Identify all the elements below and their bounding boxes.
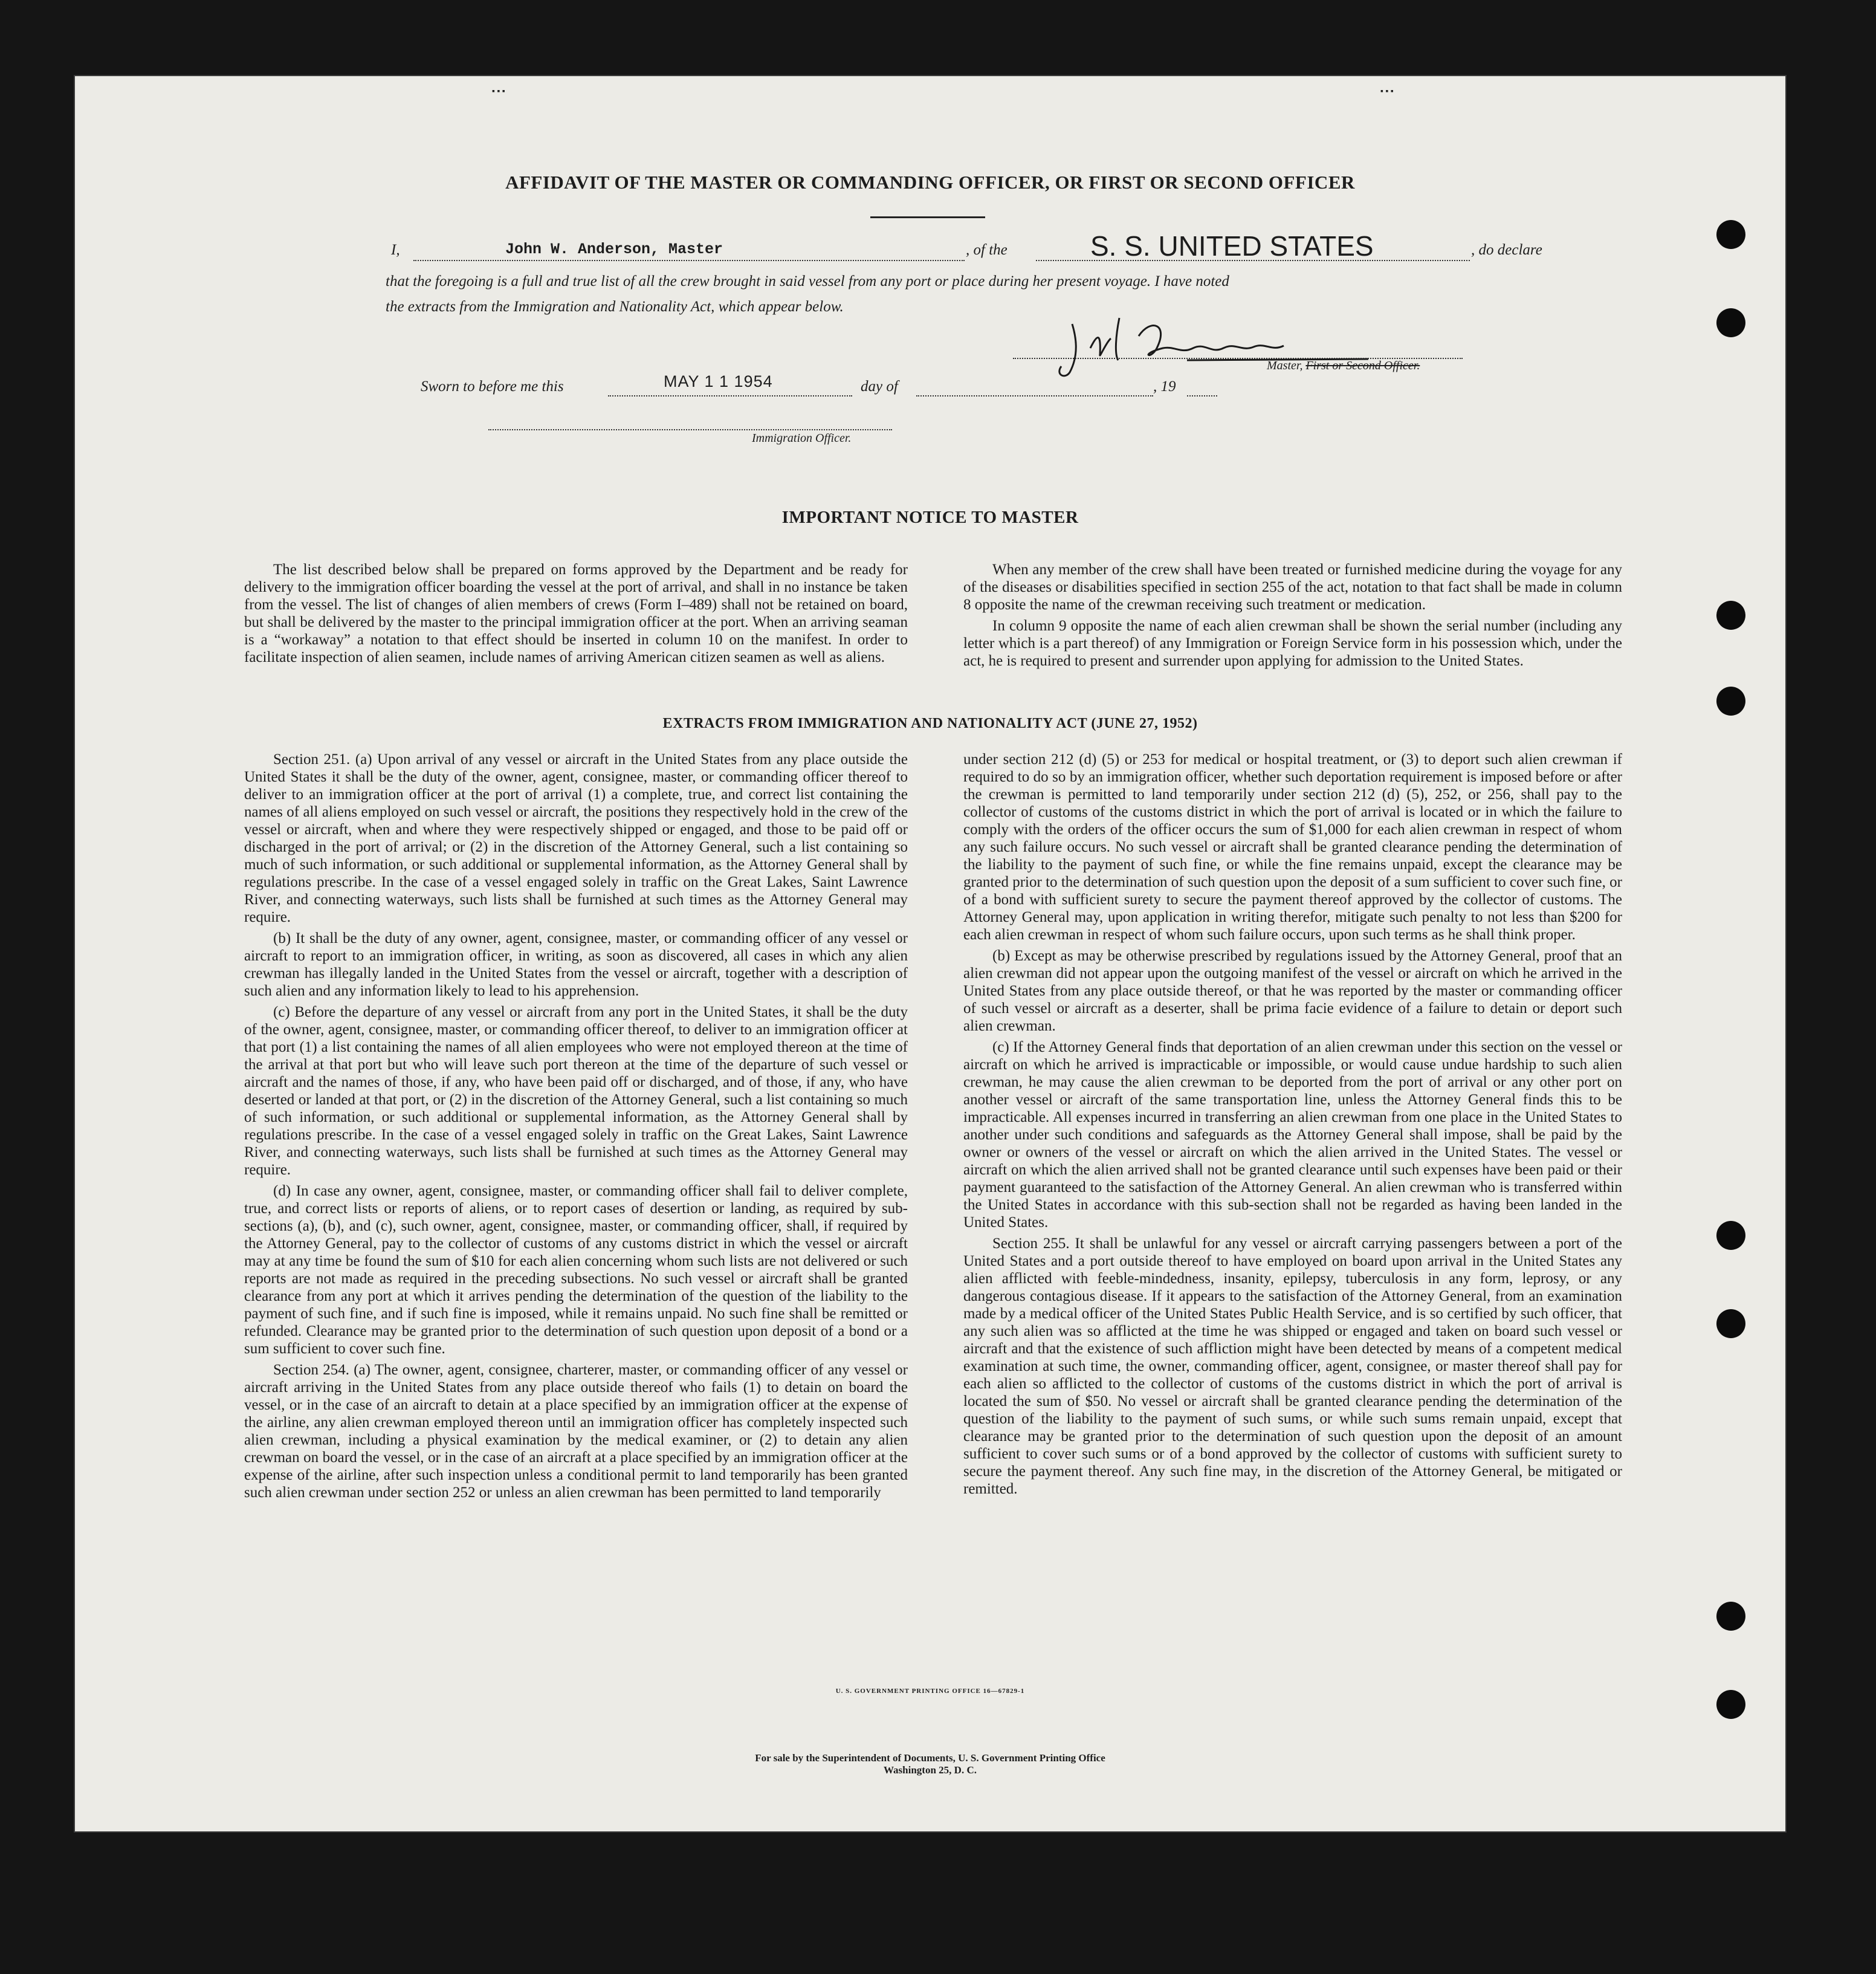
master-signature <box>1048 312 1386 384</box>
declarant-name: John W. Anderson, Master <box>505 241 723 258</box>
punch-hole <box>1716 1602 1745 1631</box>
section-251c: (c) Before the departure of any vessel or aircraft from any port in the United States, it shall be the duty of the owner, agent, consignee, master, or commanding officer thereof, to deliver to an immigration officer at that port (1) a list containing the names of all alien employees who were not employed thereon at the time of the arrival at that port but who will leave such port thereon at the time of the departure of such vessel or aircraft and the names of those, if any, who have been paid off or discharged, and of those, if any, who have deserted or landed at that port, or (2) in the discretion of the Attorney General, such a list containing so much of such information, or such additional or supplemental information, as the Attorney General shall by regulations prescribe. In the case of a vessel engaged solely in traffic on the Great Lakes, Saint Lawrence River, and connecting waterways, such lists shall be furnished at such times as the Attorney General may require. <box>244 1004 908 1178</box>
officer-caption: Immigration Officer. <box>752 432 852 445</box>
extracts-left-column <box>244 751 908 1505</box>
punch-hole <box>1716 1309 1745 1338</box>
year-line <box>1187 395 1217 396</box>
title-underline <box>870 216 985 218</box>
affidavit-line-3: the extracts from the Immigration and Nationality Act, which appear below. <box>386 299 844 315</box>
affidavit-title: AFFIDAVIT OF THE MASTER OR COMMANDING OFFICER, OR FIRST OR SECOND OFFICER <box>505 172 1355 193</box>
notice-right-paragraph-2: In column 9 opposite the name of each alien crewman shall be shown the serial number (including any letter which is a part thereof) of any Immigration or Foreign Service form in his possession which, under the act, he is required to present and surrender upon applying for admission to the United States. <box>963 618 1622 669</box>
notice-left-column <box>244 561 908 670</box>
section-254a-continued: under section 212 (d) (5) or 253 for medical or hospital treatment, or (3) to deport such alien crewman if required to do so by an immigration officer, whether such deportation requirement is imposed before or after the crewman is permitted to land temporarily under section 212 (d) (5), 252, or 256, shall pay to the collector of customs of the customs district in which the port of arrival is located or in which the failure to comply with the orders of the officer occurs the sum of $1,000 for each alien crewman in respect of whom any such failure occurs. No such vessel or aircraft shall be granted clearance pending the determination of the liability to the payment of such fine, or while the fine remains unpaid, except the clearance may be granted prior to the determination of such question upon the deposit of a sum sufficient to cover such fine, or of a bond with sufficient surety to secure the payment thereof approved by the collector of customs. The Attorney General may, upon application in writing therefor, mitigate such penalty to not less than $200 for each alien crewman in respect of whom such failure occurs, upon such terms as he shall think proper. <box>963 751 1622 943</box>
affidavit-line-2: that the foregoing is a full and true list of all the crew brought in said vessel from any port or place during her present voyage. I have noted <box>386 273 1229 290</box>
notice-left-paragraph: The list described below shall be prepared on forms approved by the Department and be ready for delivery to the immigration officer boarding the vessel at the port of arrival, and shall in no instance be taken from the vessel. The list of changes of alien members of crews (Form I–489) shall not be retained on board, but shall be delivered by the master to the principal immigration officer at the port. When an arriving seaman is a “workaway” a notation to that effect should be inserted in column 10 on the manifest. In order to facilitate inspection of alien seamen, include names of arriving American citizen seamen as well as aliens. <box>244 561 908 665</box>
month-line <box>916 395 1153 396</box>
section-251d: (d) In case any owner, agent, consignee, master, or commanding officer shall fail to deliver complete, true, and correct lists or reports of aliens, or to report cases of desertion or landing, as required by sub-sections (a), (b), and (c), such owner, agent, consignee, master, or commanding officer, shall, if required by the Attorney General, pay to the collector of customs of any customs district in which the vessel or aircraft may at any time be found the sum of $10 for each alien concerning whom such lists are not delivered or such reports are not made as required in the preceding subsections. No such vessel or aircraft shall be granted clearance from any port at which it arrives pending the determination of the question of the liability to the payment of such fine, and if such fine is imposed, while it remains unpaid. No such fine shall be remitted or refunded. Clearance may be granted prior to the determination of such question upon deposit of a bond or a sum sufficient to cover such fine. <box>244 1183 908 1357</box>
do-declare-label: , do declare <box>1471 242 1542 258</box>
struck-caption: First or Second Officer. <box>1305 359 1420 372</box>
of-the-label: , of the <box>966 242 1008 258</box>
extracts-right-column <box>963 751 1622 1501</box>
top-edge-marks: ▪ ▪ ▪ <box>1380 87 1394 96</box>
declarant-line <box>413 260 965 261</box>
officer-line <box>488 429 892 430</box>
year-label: , 19 <box>1153 378 1176 395</box>
printing-office-line: U. S. GOVERNMENT PRINTING OFFICE 16—67829-1 <box>835 1688 1025 1695</box>
sworn-date-stamp: MAY 1 1 1954 <box>664 372 773 390</box>
section-255: Section 255. It shall be unlawful for any vessel or aircraft carrying passengers between a port of the United States and a port outside thereof to have employed on board upon arrival in the United States any alien afflicted with feeble-mindedness, insanity, epilepsy, tuberculosis in any form, leprosy, or any dangerous contagious disease. If it appears to the satisfaction of the Attorney General, from an examination made by a medical officer of the United States Public Health Service, and is so certified by such officer, that any such alien was so afflicted at the time he was shipped or engaged and taken on board such vessel or aircraft and that the existence of such affliction might have been detected by means of a competent medical examination at such time, the owner, commanding officer, agent, consignee, or master thereof shall pay for each alien so afflicted to the collector of customs of the customs district in which the port of arrival is located the sum of $50. No vessel or aircraft shall be granted clearance pending the determination of the question of the liability to the payment of such sums, or while such sums remain unpaid, except that clearance may be granted prior to the determination of such question upon the deposit of an amount sufficient to cover such sums or of a bond approved by the collector of customs with sufficient surety to secure the payment thereof. Any such fine may, in the discretion of the Attorney General, be mitigated or remitted. <box>963 1235 1622 1497</box>
sale-line-1: For sale by the Superintendent of Documents, U. S. Government Printing Office <box>755 1752 1105 1764</box>
section-254a: Section 254. (a) The owner, agent, consignee, charterer, master, or commanding officer of any vessel or aircraft arriving in the United States from any place outside thereof who fails (1) to detain on board the vessel, or in the case of an aircraft to detain at a place specified by an immigration officer at the expense of the airline, any alien crewman employed thereon until an immigration officer has completely inspected such alien crewman, including a physical examination by the medical examiner, or (2) to detain any alien crewman on board the vessel, or in the case of an aircraft at a place specified by an immigration officer at the expense of the airline, after such inspection unless a conditional permit to land temporarily has been granted such alien crewman under section 252 or unless an alien crewman has been permitted to land temporarily <box>244 1362 908 1501</box>
notice-right-column <box>963 561 1622 673</box>
day-of-label: day of <box>861 378 898 395</box>
i-label: I, <box>391 242 400 258</box>
section-251a: Section 251. (a) Upon arrival of any vessel or aircraft in the United States from any place outside the United States it shall be the duty of the owner, agent, consignee, master, or commanding officer thereof to deliver to an immigration officer at the port of arrival (1) a complete, true, and correct list containing the names of all aliens employed on such vessel or aircraft, the positions they respectively hold in the crew of the vessel or aircraft, when and where they were respectively shipped or engaged, and those to be paid off or discharged in the port of arrival; or (2) in the discretion of the Attorney General, such a list containing so much of such information, or such additional or supplemental information, as the Attorney General shall by regulations prescribe. In the case of a vessel engaged solely in traffic on the Great Lakes, Saint Lawrence River, and connecting waterways, such lists shall be furnished at such times as the Attorney General may require. <box>244 751 908 925</box>
punch-hole <box>1716 601 1745 630</box>
sworn-date-line <box>608 395 852 396</box>
extracts-title: EXTRACTS FROM IMMIGRATION AND NATIONALITY ACT (JUNE 27, 1952) <box>662 716 1198 731</box>
vessel-name: S. S. UNITED STATES <box>1090 230 1374 262</box>
notice-right-paragraph-1: When any member of the crew shall have been treated or furnished medicine during the voyage for any of the diseases or disabilities specified in section 255 of the act, notation to that fact shall be made in column 8 opposite the name of the crewman receiving such treatment or medication. <box>963 561 1622 613</box>
section-254b: (b) Except as may be otherwise prescribed by regulations issued by the Attorney General, proof that an alien crewman did not appear upon the outgoing manifest of the vessel or aircraft on which he arrived in the United States from any place outside thereof, or that he was reported by the master or commanding officer of such vessel or aircraft as a deserter, shall be prima facie evidence of a failure to detain or deport such alien crewman. <box>963 948 1622 1034</box>
sworn-label: Sworn to before me this <box>421 378 564 395</box>
sale-notice <box>75 1752 1785 1776</box>
document-page <box>75 76 1785 1831</box>
master-caption: Master, <box>1267 359 1303 372</box>
section-254c: (c) If the Attorney General finds that deportation of an alien crewman under this section on the vessel or aircraft on which he arrived is impracticable or impossible, or would cause undue hardship to such alien crewman, he may cause the alien crewman to be deported from the port of arrival or any other port on another vessel or aircraft of the same transportation line, unless the Attorney General finds this to be impracticable. All expenses incurred in transferring an alien crewman from one place in the United States to another under such conditions and safeguards as the Attorney General shall impose, shall be paid by the owner or owners of the vessel or aircraft on which the alien arrived in the United States. The vessel or aircraft on which the alien arrived shall not be granted clearance until such expenses have been paid or their payment guaranteed to the satisfaction of the Attorney General. An alien crewman who is transferred within the United States in accordance with this sub-section shall not be regarded as having been landed in the United States. <box>963 1039 1622 1231</box>
sale-line-2: Washington 25, D. C. <box>884 1764 977 1776</box>
punch-hole <box>1716 1221 1745 1250</box>
punch-hole <box>1716 220 1745 249</box>
notice-title: IMPORTANT NOTICE TO MASTER <box>781 508 1079 527</box>
section-251b: (b) It shall be the duty of any owner, agent, consignee, master, or commanding officer of any vessel or aircraft to report to an immigration officer, in writing, as soon as discovered, all cases in which any alien crewman has illegally landed in the United States from the vessel or aircraft, together with a description of such alien and any information likely to lead to his apprehension. <box>244 930 908 999</box>
punch-hole <box>1716 687 1745 716</box>
punch-hole <box>1716 308 1745 337</box>
signer-caption <box>1267 359 1420 373</box>
top-edge-marks: ▪ ▪ ▪ <box>492 87 505 96</box>
